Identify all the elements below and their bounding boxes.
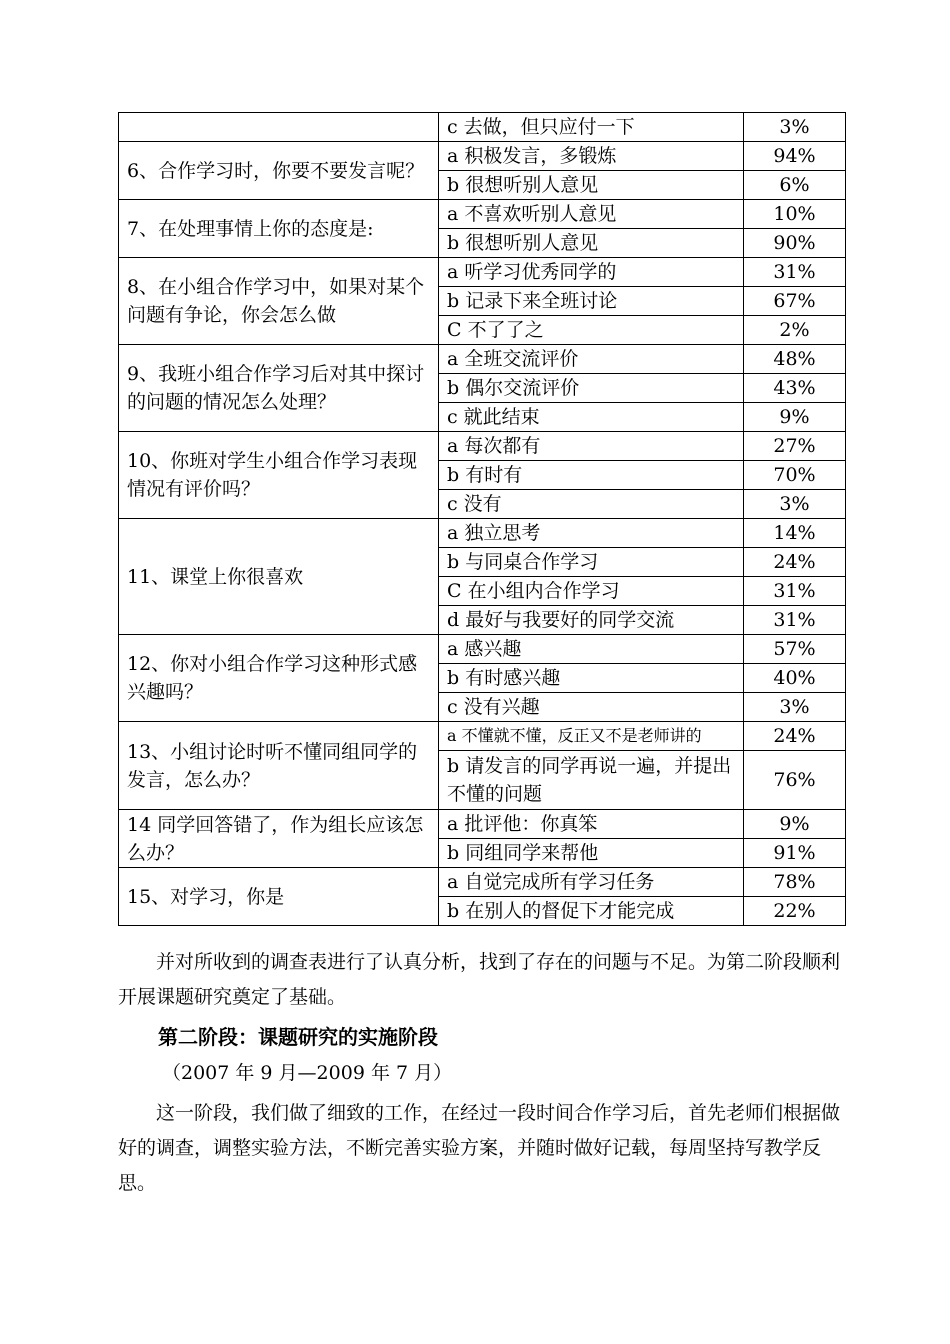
percentage-cell: 14%	[744, 519, 846, 548]
percentage-cell: 9%	[744, 403, 846, 432]
analysis-paragraph: 并对所收到的调查表进行了认真分析，找到了存在的问题与不足。为第二阶段顺利开展课题研究奠定了基础。	[118, 951, 841, 1008]
date-range: （2007 年 9 月—2009 年 7 月）	[162, 1062, 453, 1084]
percentage-cell: 76%	[744, 751, 846, 810]
option-cell: b 同组同学来帮他	[439, 839, 744, 868]
percentage-cell: 57%	[744, 635, 846, 664]
percentage-cell: 3%	[744, 693, 846, 722]
survey-table	[118, 112, 846, 926]
table-row	[119, 345, 846, 374]
percentage-cell: 22%	[744, 897, 846, 926]
implementation-paragraph: 这一阶段，我们做了细致的工作，在经过一段时间合作学习后，首先老师们根据做好的调查，调整实验方法，不断完善实验方案，并随时做好记载，每周坚持写教学反思。	[118, 1102, 841, 1194]
percentage-cell: 27%	[744, 432, 846, 461]
question-cell: 10、你班对学生小组合作学习表现情况有评价吗？	[119, 432, 439, 519]
option-cell: a 批评他：你真笨	[439, 810, 744, 839]
percentage-cell: 70%	[744, 461, 846, 490]
option-cell: d 最好与我要好的同学交流	[439, 606, 744, 635]
option-cell: b 记录下来全班讨论	[439, 287, 744, 316]
option-cell: b 很想听别人意见	[439, 229, 744, 258]
option-cell: c 没有	[439, 490, 744, 519]
option-cell: a 听学习优秀同学的	[439, 258, 744, 287]
option-cell: b 请发言的同学再说一遍，并提出不懂的问题	[439, 751, 744, 810]
percentage-cell: 31%	[744, 258, 846, 287]
option-cell: a 感兴趣	[439, 635, 744, 664]
percentage-cell: 40%	[744, 664, 846, 693]
option-cell: b 有时感兴趣	[439, 664, 744, 693]
option-cell: a 全班交流评价	[439, 345, 744, 374]
table-row	[119, 432, 846, 461]
option-cell: C 不了了之	[439, 316, 744, 345]
table-row	[119, 810, 846, 839]
option-cell: c 就此结束	[439, 403, 744, 432]
percentage-cell: 2%	[744, 316, 846, 345]
table-row	[119, 868, 846, 897]
table-row	[119, 519, 846, 548]
percentage-cell: 3%	[744, 490, 846, 519]
table-row	[119, 722, 846, 751]
option-cell: a 积极发言，多锻炼	[439, 142, 744, 171]
percentage-cell: 48%	[744, 345, 846, 374]
percentage-cell: 67%	[744, 287, 846, 316]
question-cell: 12、你对小组合作学习这种形式感兴趣吗？	[119, 635, 439, 722]
percentage-cell: 91%	[744, 839, 846, 868]
option-cell: a 不懂就不懂，反正又不是老师讲的	[439, 722, 744, 751]
option-cell: b 很想听别人意见	[439, 171, 744, 200]
question-cell	[119, 113, 439, 142]
percentage-cell: 24%	[744, 722, 846, 751]
question-cell: 9、我班小组合作学习后对其中探讨的问题的情况怎么处理？	[119, 345, 439, 432]
percentage-cell: 31%	[744, 606, 846, 635]
question-cell: 11、课堂上你很喜欢	[119, 519, 439, 635]
percentage-cell: 90%	[744, 229, 846, 258]
percentage-cell: 94%	[744, 142, 846, 171]
option-cell: C 在小组内合作学习	[439, 577, 744, 606]
option-cell: b 偶尔交流评价	[439, 374, 744, 403]
option-cell: a 不喜欢听别人意见	[439, 200, 744, 229]
percentage-cell: 6%	[744, 171, 846, 200]
option-cell: c 去做，但只应付一下	[439, 113, 744, 142]
percentage-cell: 78%	[744, 868, 846, 897]
option-cell: b 有时有	[439, 461, 744, 490]
percentage-cell: 31%	[744, 577, 846, 606]
option-cell: a 独立思考	[439, 519, 744, 548]
table-row	[119, 113, 846, 142]
table-row	[119, 142, 846, 171]
question-cell: 15、对学习，你是	[119, 868, 439, 926]
section-heading: 第二阶段：课题研究的实施阶段	[158, 1025, 438, 1049]
percentage-cell: 43%	[744, 374, 846, 403]
question-cell: 7、在处理事情上你的态度是:	[119, 200, 439, 258]
percentage-cell: 10%	[744, 200, 846, 229]
percentage-cell: 24%	[744, 548, 846, 577]
option-cell: a 每次都有	[439, 432, 744, 461]
question-cell: 14 同学回答错了，作为组长应该怎么办？	[119, 810, 439, 868]
question-cell: 6、合作学习时，你要不要发言呢？	[119, 142, 439, 200]
table-row	[119, 200, 846, 229]
percentage-cell: 3%	[744, 113, 846, 142]
percentage-cell: 9%	[744, 810, 846, 839]
option-cell: b 与同桌合作学习	[439, 548, 744, 577]
option-cell: b 在别人的督促下才能完成	[439, 897, 744, 926]
question-cell: 13、小组讨论时听不懂同组同学的发言，怎么办？	[119, 722, 439, 810]
table-row	[119, 258, 846, 287]
option-cell: a 自觉完成所有学习任务	[439, 868, 744, 897]
table-row	[119, 635, 846, 664]
question-cell: 8、在小组合作学习中，如果对某个问题有争论，你会怎么做	[119, 258, 439, 345]
option-cell: c 没有兴趣	[439, 693, 744, 722]
